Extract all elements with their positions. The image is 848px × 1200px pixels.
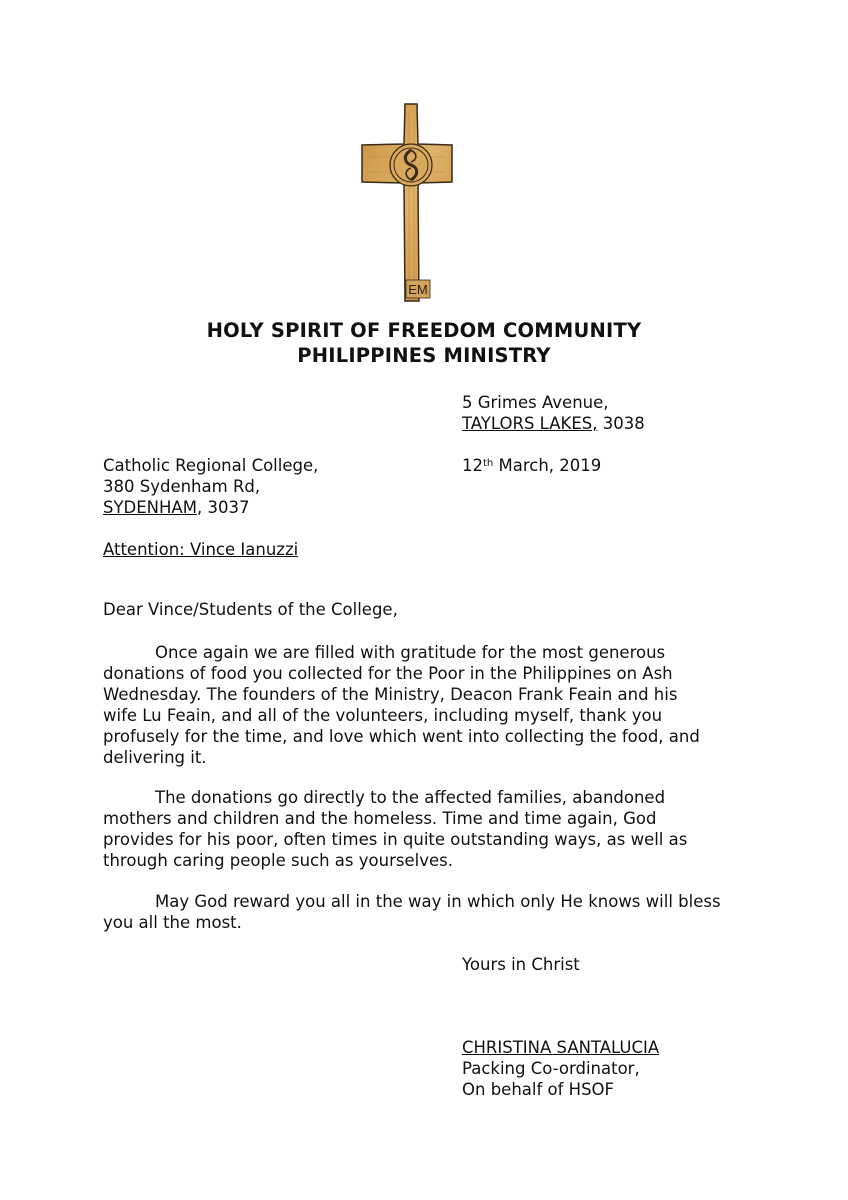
- salutation: Dear Vince/Students of the College,: [103, 600, 398, 619]
- org-name: HOLY SPIRIT OF FREEDOM COMMUNITY: [206, 319, 642, 342]
- recipient-street: 380 Sydenham Rd,: [103, 477, 261, 496]
- recipient-name: Catholic Regional College,: [103, 456, 319, 475]
- logo-initials: EM: [408, 282, 428, 297]
- date-day: 12: [462, 456, 483, 475]
- paragraph-line: profusely for the time, and love which went into collecting the food, and: [103, 727, 700, 746]
- body-paragraph-1: [103, 642, 763, 768]
- date-rest: March, 2019: [493, 456, 602, 475]
- paragraph-line: The donations go directly to the affected families, abandoned: [155, 788, 666, 807]
- sender-suburb-line: [462, 413, 645, 434]
- signatory-name: CHRISTINA SANTALUCIA: [462, 1038, 660, 1057]
- sender-suburb: TAYLORS LAKES,: [462, 414, 598, 433]
- date-suffix: th: [483, 458, 494, 469]
- recipient-postcode: , 3037: [196, 498, 250, 517]
- recipient-suburb-line: [103, 497, 249, 518]
- sender-street: 5 Grimes Avenue,: [462, 393, 609, 412]
- paragraph-line: through caring people such as yourselves.: [103, 851, 453, 870]
- paragraph-line: provides for his poor, often times in quite outstanding ways, as well as: [103, 830, 688, 849]
- paragraph-line: you all the most.: [103, 913, 242, 932]
- recipient-suburb: SYDENHAM: [103, 498, 197, 517]
- body-paragraph-2: [103, 787, 763, 871]
- closing: Yours in Christ: [462, 955, 580, 974]
- paragraph-line: mothers and children and the homeless. Time and time again, God: [103, 809, 657, 828]
- cross-logo-icon: [360, 102, 454, 304]
- body-paragraph-3: [103, 891, 763, 933]
- paragraph-line: delivering it.: [103, 748, 207, 767]
- attention-line: Attention: Vince Ianuzzi: [103, 540, 299, 559]
- signatory-title: Packing Co-ordinator,: [462, 1059, 640, 1078]
- paragraph-line: Wednesday. The founders of the Ministry, Deacon Frank Feain and his: [103, 685, 678, 704]
- paragraph-line: wife Lu Feain, and all of the volunteers, including myself, thank you: [103, 706, 663, 725]
- ministry-name: PHILIPPINES MINISTRY: [297, 344, 551, 367]
- paragraph-line: Once again we are filled with gratitude for the most generous: [155, 643, 666, 662]
- signatory-org: On behalf of HSOF: [462, 1080, 615, 1099]
- paragraph-line: May God reward you all in the way in which only He knows will bless: [155, 892, 721, 911]
- sender-postcode: 3038: [597, 414, 645, 433]
- letter-date: [462, 455, 601, 476]
- paragraph-line: donations of food you collected for the Poor in the Philippines on Ash: [103, 664, 673, 683]
